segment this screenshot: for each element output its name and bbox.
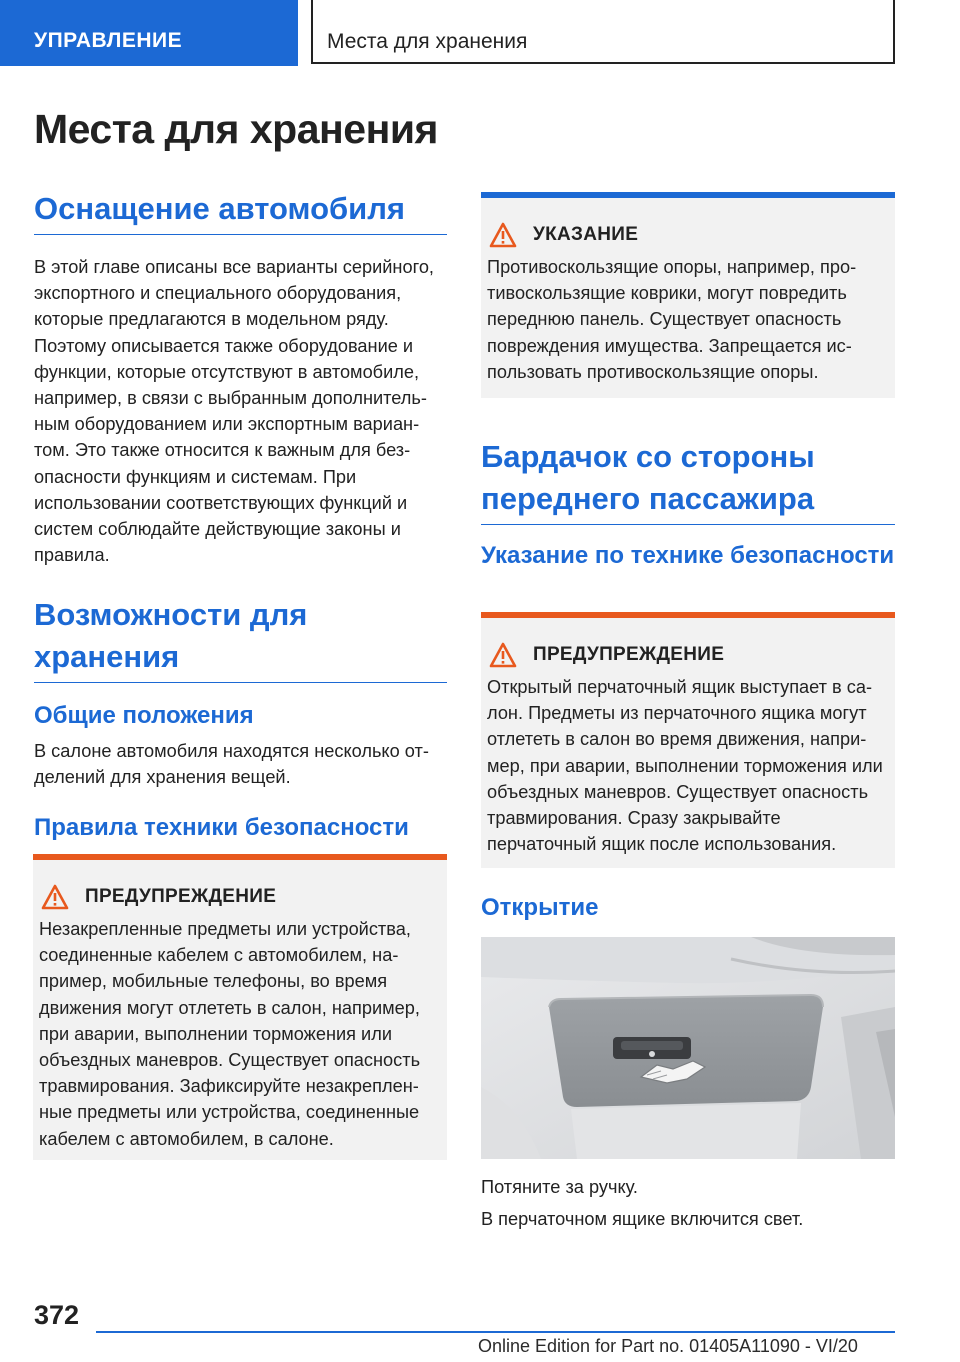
warning-box-glovebox <box>481 612 895 868</box>
heading-safety-rules: Правила техники безопасности <box>34 814 409 841</box>
notice-text: Противоскользящие опоры, например, противоскользящие коврики, могут повредить переднюю панель. Существует опасность повреждения имущества. Запрещается использовать противоскользящие опоры. <box>487 257 857 382</box>
heading-glovebox: Бардачок со стороны переднего пассажира <box>481 436 895 525</box>
heading-opening: Открытие <box>481 894 599 921</box>
page-number: 372 <box>34 1300 80 1330</box>
step-1-text: Потяните за ручку. <box>481 1177 638 1197</box>
warning-header <box>487 640 885 670</box>
warning-text: Открытый перчаточный ящик выступает в салон. Предметы из перчаточного ящика могут отлететь в салон во время движения, например, при аварии, выполнении торможения или объездных маневров. Существует опасность травмирования. Сразу закрывайте перчаточный ящик после использования. <box>487 677 883 855</box>
heading-safety-note: Указание по технике безопасности <box>481 542 895 569</box>
heading-equipment: Оснащение автомобиля <box>34 188 447 235</box>
notice-box-antislip <box>481 192 895 398</box>
notice-title: УКАЗАНИЕ <box>533 224 639 245</box>
breadcrumb: Места для хранения <box>311 0 895 64</box>
equipment-text: В этой главе описаны все варианты серийного, экспортного и специального оборудования, которые предлагаются в модельном ряду. Поэтому описывается также оборудование и функции, которые отсутствуют в автомобиле, например, в связи с выбранным дополнительным оборудованием или экспортным вариантом. Это также относится к важным для безопасности функциям и системам. При использовании соответствующих функций и систем соблюдайте действующие законы и правила. <box>34 257 434 566</box>
section-tab: УПРАВЛЕНИЕ <box>0 0 298 66</box>
notice-header <box>487 220 885 250</box>
footer-edition: Online Edition for Part no. 01405A11090 - VI/20 <box>478 1336 858 1356</box>
glovebox-illustration <box>481 937 895 1159</box>
warning-title: ПРЕДУПРЕЖДЕНИЕ <box>85 886 277 907</box>
heading-general: Общие положения <box>34 702 254 729</box>
warning-triangle-icon <box>41 884 69 910</box>
warning-box-loose-objects <box>33 854 447 1160</box>
footer-divider <box>96 1331 895 1333</box>
warning-triangle-icon <box>489 642 517 668</box>
glovebox-photo <box>481 937 895 1159</box>
step-2-text: В перчаточном ящике включится свет. <box>481 1209 804 1229</box>
general-text: В салоне автомобиля находятся несколько отделений для хранения вещей. <box>34 741 429 788</box>
heading-storage: Возможности для хранения <box>34 594 447 683</box>
warning-triangle-icon <box>489 222 517 248</box>
page-title: Места для хранения <box>34 106 438 152</box>
warning-header <box>39 882 437 912</box>
warning-text: Незакрепленные предметы или устройства, соединенные кабелем с автомобилем, например, мобильные телефоны, во время движения могут отлететь в салон, например, при аварии, выполнении торможения или объездных маневров. Существует опасность травмирования. Зафиксируйте незакрепленные предметы или устройства, соединенные кабелем с автомобилем, в салоне. <box>39 919 421 1149</box>
warning-title: ПРЕДУПРЕЖДЕНИЕ <box>533 644 725 665</box>
